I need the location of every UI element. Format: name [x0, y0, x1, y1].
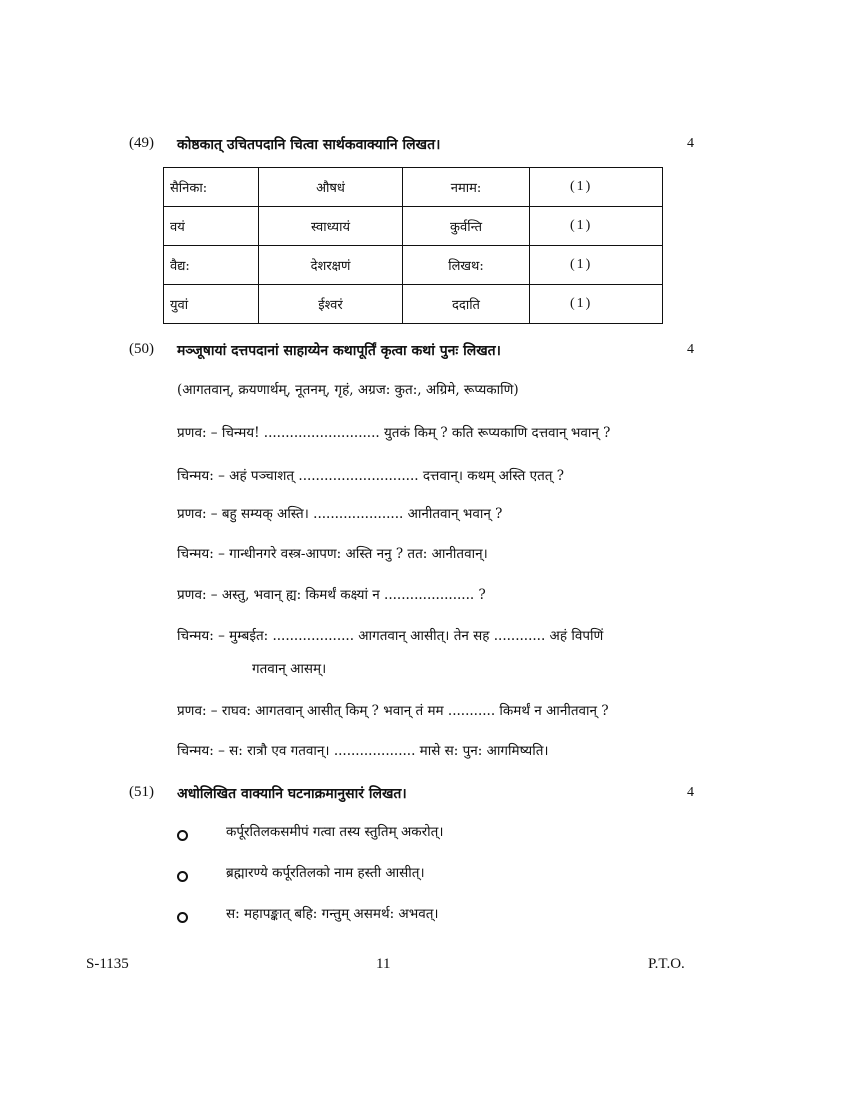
pto-label: P.T.O. — [648, 956, 685, 972]
bullet-icon — [177, 871, 188, 882]
dialogue-line: प्रणव: – बहु सम्यक् अस्ति। ..................... आनीतवान् भवान् ? — [177, 506, 503, 522]
q49-number: (49) — [129, 135, 154, 151]
dialogue-line: चिन्मय: – स: रात्रौ एव गतवान्। ................... मासे स: पुन: आगमिष्यति। — [177, 743, 549, 759]
table-row — [164, 285, 663, 324]
q51-number: (51) — [129, 784, 154, 800]
table-row — [164, 168, 663, 207]
q50-marks: 4 — [687, 342, 694, 357]
table-cell: वैद्य: — [164, 246, 259, 285]
table-cell: (1) — [530, 246, 663, 285]
dialogue-line-continued: गतवान् आसम्। — [252, 661, 327, 677]
list-item: कर्पूरतिलकसमीपं गत्वा तस्य स्तुतिम् अकरोत्। — [226, 824, 444, 840]
table-row — [164, 207, 663, 246]
dialogue-line: चिन्मय: – गान्धीनगरे वस्त्र-आपण: अस्ति ननु ? तत: आनीतवान्। — [177, 546, 488, 562]
table-cell: (1) — [530, 168, 663, 207]
dialogue-line: चिन्मय: – अहं पञ्चाशत् ............................ दत्तवान्। कथम् अस्ति एतत् ? — [177, 468, 565, 484]
dialogue-line: चिन्मय: – मुम्बईत: ................... आगतवान् आसीत्। तेन सह ............ अहं विपणिं — [177, 628, 604, 644]
q50-title: मञ्जूषायां दत्तपदानां साहाय्येन कथापूर्तिं कृत्वा कथां पुनः लिखत। — [177, 343, 501, 359]
list-item: ब्रह्मारण्ये कर्पूरतिलको नाम हस्ती आसीत्। — [226, 865, 425, 881]
table-cell: लिखथ: — [403, 246, 530, 285]
q50-number: (50) — [129, 341, 154, 357]
bullet-icon — [177, 912, 188, 923]
q49-title: कोष्ठकात् उचितपदानि चित्वा सार्थकवाक्यानि लिखत। — [177, 137, 441, 153]
table-cell: युवां — [164, 285, 259, 324]
table-cell: ददाति — [403, 285, 530, 324]
table-cell: वयं — [164, 207, 259, 246]
table-row — [164, 246, 663, 285]
q49-table — [163, 167, 663, 324]
q51-marks: 4 — [687, 785, 694, 800]
q51-title: अधोलिखित वाक्यानि घटनाक्रमानुसारं लिखत। — [177, 786, 407, 802]
table-cell: नमाम: — [403, 168, 530, 207]
page-number: 11 — [376, 956, 391, 972]
q49-marks: 4 — [687, 136, 694, 151]
table-cell: स्वाध्यायं — [259, 207, 403, 246]
table-cell: (1) — [530, 285, 663, 324]
list-item: स: महापङ्कात् बहि: गन्तुम् असमर्थ: अभवत्। — [226, 906, 439, 922]
dialogue-line: प्रणव: – चिन्मय! ........................... युतकं किम् ? कति रूप्यकाणि दत्तवान् भवान् ? — [177, 425, 611, 441]
bullet-icon — [177, 830, 188, 841]
table-cell: (1) — [530, 207, 663, 246]
dialogue-line: प्रणव: – राघव: आगतवान् आसीत् किम् ? भवान् तं मम ........... किमर्थं न आनीतवान् ? — [177, 703, 609, 719]
table-cell: सैनिका: — [164, 168, 259, 207]
table-cell: कुर्वन्ति — [403, 207, 530, 246]
dialogue-line: प्रणव: – अस्तु, भवान् ह्य: किमर्थं कक्ष्यां न ..................... ? — [177, 587, 486, 603]
table-cell: औषधं — [259, 168, 403, 207]
paper-code: S-1135 — [86, 956, 129, 972]
q50-word-box: (आगतवान्, क्रयणार्थम्, नूतनम्, गृहं, अग्रज: कुत:, अग्रिमे, रूप्यकाणि) — [177, 382, 519, 398]
table-cell: ईश्वरं — [259, 285, 403, 324]
table-cell: देशरक्षणं — [259, 246, 403, 285]
